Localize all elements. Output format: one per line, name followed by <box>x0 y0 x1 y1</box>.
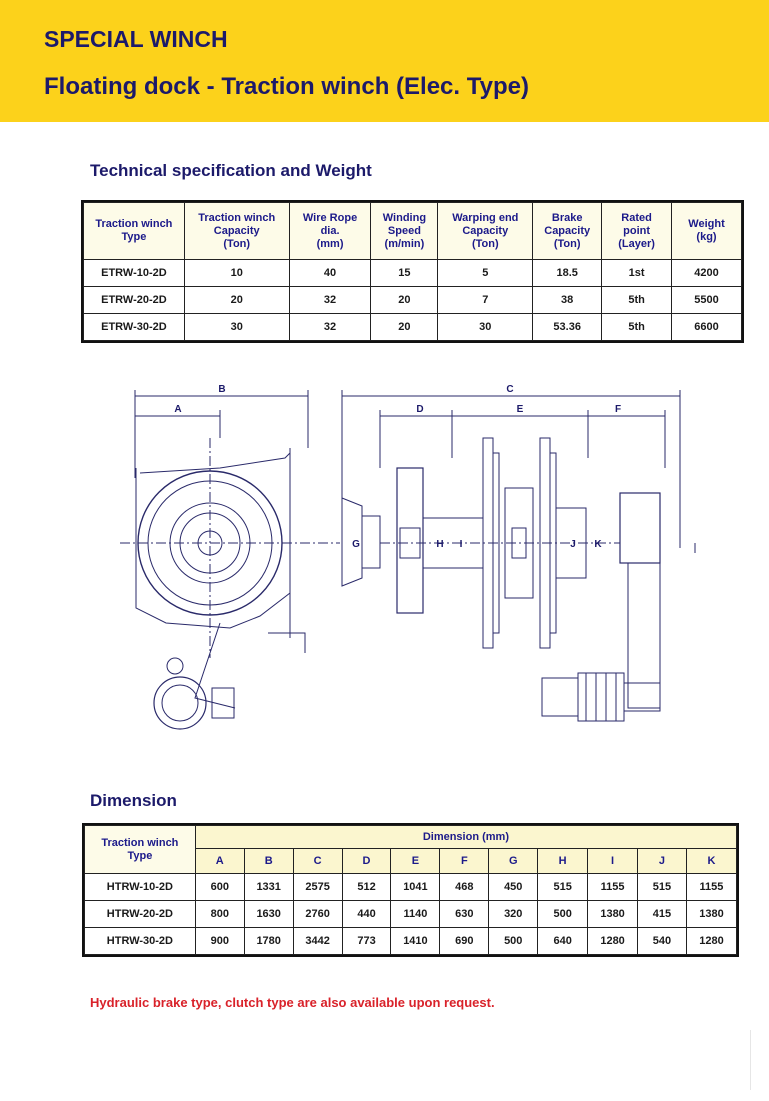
table-cell: 53.36 <box>533 314 602 341</box>
table-cell: HTRW-30-2D <box>85 928 196 955</box>
table-cell: 40 <box>289 260 371 287</box>
page-edge-line <box>750 1030 751 1090</box>
table-row <box>84 314 742 341</box>
winch-technical-drawing <box>100 378 720 748</box>
table-cell: 1380 <box>588 901 638 928</box>
table-cell: 2760 <box>293 901 342 928</box>
table-cell: 1280 <box>686 928 736 955</box>
table-row <box>85 901 737 928</box>
table-cell: 1410 <box>391 928 440 955</box>
table-cell: ETRW-10-2D <box>84 260 185 287</box>
table-cell: 4200 <box>672 260 742 287</box>
table-cell: 1780 <box>244 928 293 955</box>
table-cell: 690 <box>440 928 489 955</box>
table-cell: 5 <box>438 260 533 287</box>
dimension-table <box>84 825 737 955</box>
dimension-label: E <box>516 404 524 415</box>
table-cell: 1280 <box>588 928 638 955</box>
table-row <box>85 928 737 955</box>
column-header: D <box>342 849 391 874</box>
table-cell: 640 <box>538 928 588 955</box>
spec-header-winding-speed: Winding Speed (m/min) <box>371 203 438 260</box>
dimension-label: D <box>416 404 424 415</box>
spec-header-warping-end: Warping end Capacity (Ton) <box>438 203 533 260</box>
table-cell: 773 <box>342 928 391 955</box>
column-header: H <box>538 849 588 874</box>
table-cell: 1630 <box>244 901 293 928</box>
table-cell: 20 <box>184 287 289 314</box>
table-cell: 630 <box>440 901 489 928</box>
spec-header-weight: Weight (kg) <box>672 203 742 260</box>
page-title: SPECIAL WINCH <box>44 26 228 52</box>
table-cell: 450 <box>489 874 538 901</box>
dimension-label: J <box>570 539 576 550</box>
dimension-header-type: Traction winch Type <box>85 826 196 874</box>
table-cell: 7 <box>438 287 533 314</box>
table-row <box>84 260 742 287</box>
table-cell: 32 <box>289 314 371 341</box>
table-cell: 3442 <box>293 928 342 955</box>
table-row <box>84 287 742 314</box>
table-cell: 900 <box>195 928 244 955</box>
table-cell: 415 <box>638 901 687 928</box>
dimension-section-title: Dimension <box>90 791 177 810</box>
spec-section-title: Technical specification and Weight <box>90 161 372 180</box>
column-header: E <box>391 849 440 874</box>
table-cell: 1041 <box>391 874 440 901</box>
footnote: Hydraulic brake type, clutch type are also available upon request. <box>90 995 495 1010</box>
table-cell: 320 <box>489 901 538 928</box>
spec-header-wire-rope: Wire Rope dia. (mm) <box>289 203 371 260</box>
column-header: G <box>489 849 538 874</box>
table-cell: 32 <box>289 287 371 314</box>
table-cell: 540 <box>638 928 687 955</box>
dimension-group-header: Dimension (mm) <box>195 826 736 849</box>
table-row <box>85 874 737 901</box>
column-header: K <box>686 849 736 874</box>
table-cell: 1331 <box>244 874 293 901</box>
dimension-group-row <box>85 826 737 849</box>
dimension-label: A <box>174 404 182 415</box>
table-cell: 515 <box>538 874 588 901</box>
table-cell: 1140 <box>391 901 440 928</box>
table-cell: 30 <box>184 314 289 341</box>
spec-table <box>83 202 742 341</box>
table-cell: HTRW-10-2D <box>85 874 196 901</box>
table-cell: 5500 <box>672 287 742 314</box>
table-cell: 468 <box>440 874 489 901</box>
table-cell: 440 <box>342 901 391 928</box>
table-cell: 500 <box>538 901 588 928</box>
table-cell: 512 <box>342 874 391 901</box>
table-cell: 5th <box>602 287 672 314</box>
dimension-label: H <box>436 539 444 550</box>
dimension-label: B <box>218 384 226 395</box>
table-cell: 500 <box>489 928 538 955</box>
table-cell: 1155 <box>588 874 638 901</box>
dimension-label: G <box>352 539 360 550</box>
table-cell: 2575 <box>293 874 342 901</box>
table-cell: 1380 <box>686 901 736 928</box>
table-cell: 20 <box>371 314 438 341</box>
dimension-label: F <box>614 404 622 415</box>
dimension-label: I <box>459 539 463 550</box>
spec-header-row <box>84 203 742 260</box>
table-cell: ETRW-30-2D <box>84 314 185 341</box>
column-header: F <box>440 849 489 874</box>
table-cell: ETRW-20-2D <box>84 287 185 314</box>
table-cell: 1st <box>602 260 672 287</box>
column-header: I <box>588 849 638 874</box>
header-banner <box>0 0 769 122</box>
table-cell: 1155 <box>686 874 736 901</box>
table-cell: 30 <box>438 314 533 341</box>
table-cell: 20 <box>371 287 438 314</box>
table-cell: 6600 <box>672 314 742 341</box>
table-cell: 5th <box>602 314 672 341</box>
table-cell: 515 <box>638 874 687 901</box>
column-header: A <box>195 849 244 874</box>
table-cell: 38 <box>533 287 602 314</box>
page-subtitle: Floating dock - Traction winch (Elec. Type) <box>44 73 529 100</box>
table-cell: HTRW-20-2D <box>85 901 196 928</box>
spec-header-rated-point: Rated point (Layer) <box>602 203 672 260</box>
table-cell: 18.5 <box>533 260 602 287</box>
table-cell: 600 <box>195 874 244 901</box>
column-header: J <box>638 849 687 874</box>
dimension-label: C <box>506 384 514 395</box>
spec-header-capacity: Traction winch Capacity (Ton) <box>184 203 289 260</box>
table-cell: 10 <box>184 260 289 287</box>
table-cell: 800 <box>195 901 244 928</box>
spec-header-type: Traction winch Type <box>84 203 185 260</box>
dimension-label: K <box>594 539 602 550</box>
spec-header-brake: Brake Capacity (Ton) <box>533 203 602 260</box>
column-header: B <box>244 849 293 874</box>
table-cell: 15 <box>371 260 438 287</box>
column-header: C <box>293 849 342 874</box>
